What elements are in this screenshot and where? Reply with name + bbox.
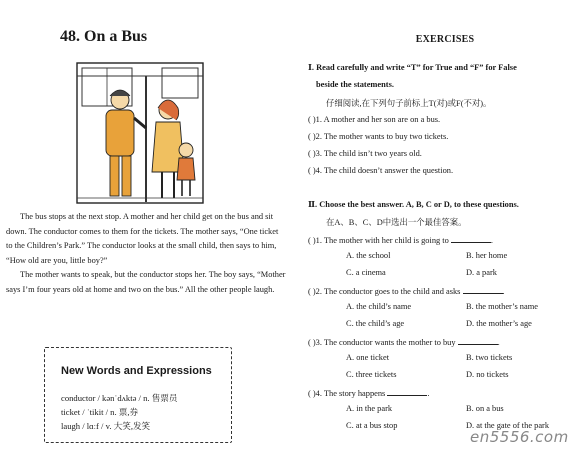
mc-question-2-end: . [502, 287, 505, 296]
section2-instruction: Ⅱ. Choose the best answer. A, B, C or D, to these questions. [308, 200, 519, 209]
bus-illustration [76, 62, 204, 204]
story-paragraph-1: The bus stops at the next stop. A mother and her child get on the bus and sit down. The conductor comes to them for the tickets. The mother says, “One ticket to the Children’s Park.” The conductor looks at the small child, then says to him, “How old are you, little boy?” [6, 212, 279, 265]
story-text [6, 210, 286, 298]
tf-item-1: ( )1. A mother and her son are on a bus. [308, 115, 441, 124]
answer-blank [463, 285, 503, 294]
mc-question-4-stem: ( )4. The story happens [308, 389, 386, 398]
section2-cn-instruction: 在A、B、C、D中选出一个最佳答案。 [326, 218, 467, 227]
mc-question-4-end: . [427, 389, 430, 398]
mc-question-3-end: . [497, 338, 500, 347]
mc-q4-option-d: D. at the gate of the park [466, 421, 550, 430]
mc-q3-option-c: C. three tickets [346, 370, 397, 379]
mc-q3-option-a: A. one ticket [346, 353, 390, 362]
mc-q1-option-d: D. a park [466, 268, 497, 277]
mc-question-1-end: . [490, 236, 493, 245]
mc-q4-option-a: A. in the park [346, 404, 393, 413]
lesson-title: 48. On a Bus [60, 28, 148, 45]
mc-question-1 [308, 234, 493, 245]
bus-scene-image [76, 62, 204, 204]
mc-q2-option-d: D. the mother’s age [466, 319, 532, 328]
mc-q2-option-a: A. the child’s name [346, 302, 412, 311]
tf-item-4: ( )4. The child doesn’t answer the question. [308, 166, 454, 175]
mc-q3-option-d: D. no tickets [466, 370, 509, 379]
mc-question-4 [308, 387, 429, 398]
tf-item-3: ( )3. The child isn’t two years old. [308, 149, 422, 158]
mc-q1-option-a: A. the school [346, 251, 391, 260]
story-paragraph-2: The mother wants to speak, but the conductor stops her. The boy says, “Mother says I’m four years old at home and two on the bus.” All the other people laugh. [6, 270, 286, 294]
answer-blank [451, 234, 491, 243]
answer-blank [458, 336, 498, 345]
tf-item-2: ( )2. The mother wants to buy two tickets. [308, 132, 449, 141]
vocab-item-conductor: conductor / kənˈdʌktə / n. 售票员 [61, 393, 178, 403]
answer-blank [387, 387, 430, 398]
vocabulary-heading: New Words and Expressions [61, 365, 212, 377]
mc-question-3-stem: ( )3. The conductor wants the mother to buy [308, 338, 456, 347]
mc-q3-option-b: B. two tickets [466, 353, 513, 362]
mc-q2-option-b: B. the mother’s name [466, 302, 538, 311]
mc-q4-option-b: B. on a bus [466, 404, 504, 413]
site-watermark: en5556.com [470, 428, 569, 446]
section1-instruction: Ⅰ. Read carefully and write “T” for True and “F” for False [308, 63, 517, 72]
mc-question-1-stem: ( )1. The mother with her child is going to [308, 236, 449, 245]
mc-question-2-stem: ( )2. The conductor goes to the child and asks [308, 287, 461, 296]
vocab-item-laugh: laugh / lɑːf / v. 大笑,发笑 [61, 421, 151, 431]
section1-instruction-cont: beside the statements. [316, 80, 394, 89]
vocabulary-box [44, 347, 232, 443]
vocab-item-ticket: ticket / ˈtikit / n. 票,券 [61, 407, 139, 417]
exercises-heading: EXERCISES [415, 34, 475, 45]
section1-cn-instruction: 仔细阅读,在下列句子前标上T(对)或F(不对)。 [326, 99, 492, 108]
mc-question-2 [308, 285, 505, 296]
mc-question-3 [308, 336, 500, 347]
mc-q1-option-b: B. her home [466, 251, 508, 260]
mc-q2-option-c: C. the child’s age [346, 319, 405, 328]
mc-q4-option-c: C. at a bus stop [346, 421, 398, 430]
mc-q1-option-c: C. a cinema [346, 268, 386, 277]
